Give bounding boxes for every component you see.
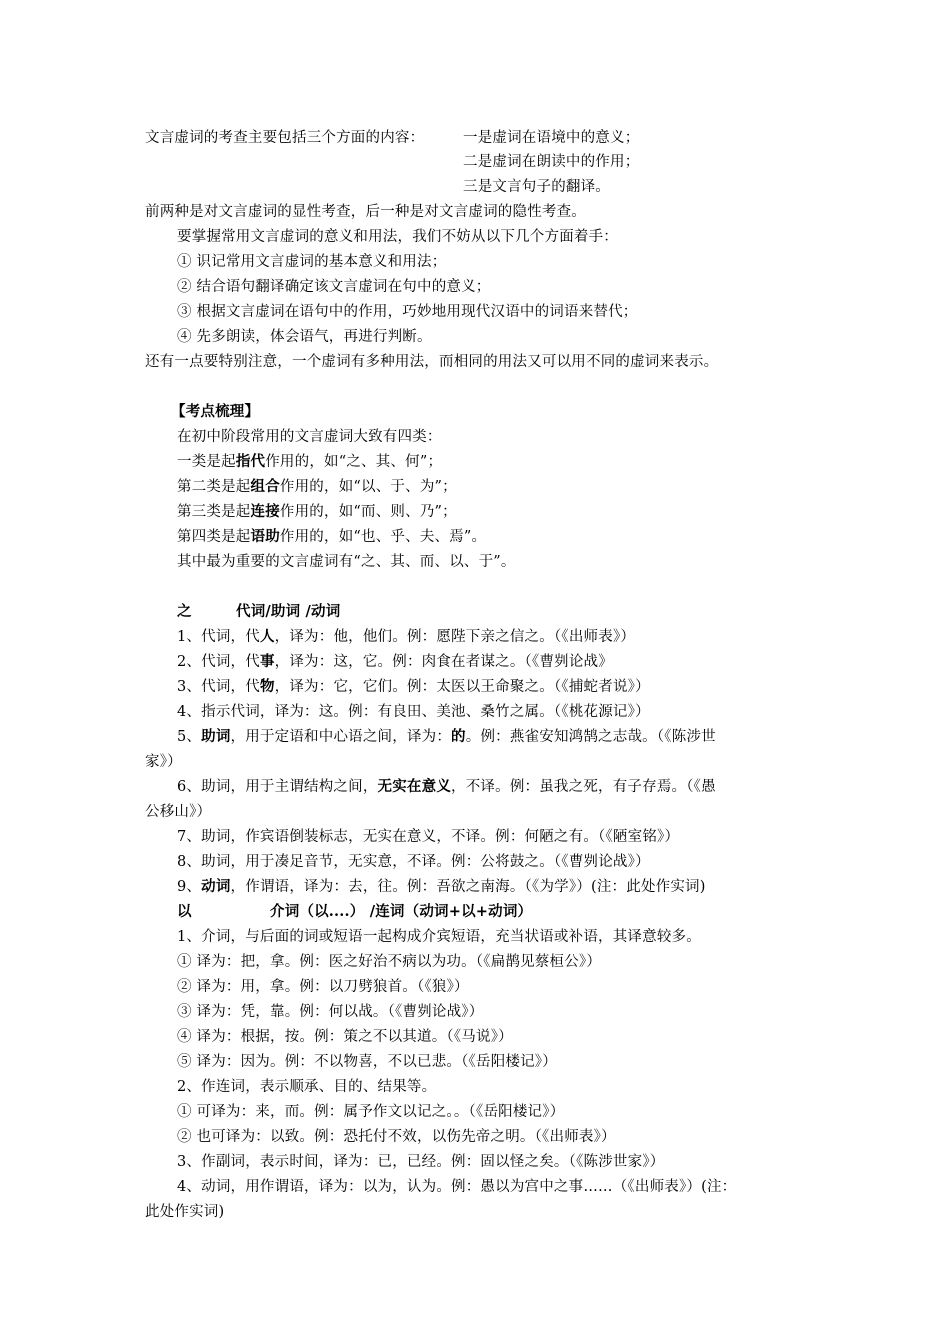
zhi-item-7: 7、助词，作宾语倒装标志，无实在意义，不译。例：何陋之有。（《陋室铭》） — [177, 829, 680, 845]
zhi-6-post: ，不译。例：虽我之死，有子存焉。（《愚 — [451, 779, 716, 795]
yi-heading-char: 以 — [177, 903, 192, 920]
zhi-9-post: ，作谓语，译为：去，往。例：吾欲之南海。（《为学》）(注：此处作实词) — [230, 879, 706, 895]
c2-post: 作用的，如“以、于、为”； — [279, 479, 457, 495]
yi-part-3: 3、作副词，表示时间，译为：已，已经。例：固以怪之矣。（《陈涉世家》） — [177, 1154, 665, 1170]
yi-sense-5: ⑤ 译为：因为。例：不以物喜，不以已悲。（《岳阳楼记》） — [177, 1054, 557, 1070]
yi-part-4: 4、动词，用作谓语，译为：以为，认为。例：愚以为宫中之事……（《出师表》）(注： — [177, 1179, 737, 1195]
intro-line-1 — [145, 127, 424, 149]
c4-post: 作用的，如“也、乎、夫、焉”。 — [279, 529, 487, 545]
zhi-5-mid: ，用于定语和中心语之间，译为： — [230, 729, 452, 745]
zhi-item-4: 4、指示代词，译为：这。例：有良田、美池、桑竹之属。（《桃花源记》） — [177, 704, 650, 720]
zhi-item-5-wrap: 家》） — [145, 754, 182, 770]
zhi-9-pre: 9、 — [177, 879, 202, 895]
zhi-item-6-wrap: 公移山》） — [145, 804, 212, 820]
c2-pre: 第二类是起 — [177, 479, 251, 495]
kaodian-last: 其中最为重要的文言虚词有“之、其、而、以、于”。 — [177, 554, 516, 570]
intro-point-3: 三是文言句子的翻译。 — [463, 179, 610, 195]
yi-conj-2: ② 也可译为：以致。例：恐托付不效，以伤先帝之明。（《出师表》） — [177, 1129, 616, 1145]
intro-line-3 — [463, 176, 610, 198]
yi-sense-1: ① 译为：把，拿。例：医之好治不病以为功。（《扁鹊见蔡桓公》） — [177, 954, 602, 970]
zhi-2-post: ，译为：这，它。例：肉食在者谋之。（《曹刿论战》 — [274, 654, 613, 670]
intro-line-1-right — [463, 127, 639, 149]
c2-bold: 组合 — [250, 478, 280, 495]
zhi-item-6 — [177, 776, 716, 798]
zhi-5-pre: 5、 — [177, 729, 202, 745]
c3-pre: 第三类是起 — [177, 504, 251, 520]
method-4: ④ 先多朗读，体会语气，再进行判断。 — [177, 329, 432, 345]
kaodian-category-4 — [177, 526, 486, 548]
intro-line-5: 要掌握常用文言虚词的意义和用法，我们不妨从以下几个方面着手： — [177, 229, 618, 245]
zhi-heading-types: 代词/助词 /动词 — [236, 603, 341, 620]
intro-line-2 — [463, 151, 639, 173]
kaodian-category-1 — [177, 451, 442, 473]
intro-line-1-left: 文言虚词的考查主要包括三个方面的内容： — [145, 130, 425, 146]
kaodian-heading: 【考点梳理】 — [171, 403, 260, 420]
c1-post: 作用的，如“之、其、何”； — [265, 454, 443, 470]
zhi-3-bold: 物 — [259, 678, 275, 695]
kaodian-category-3 — [177, 501, 457, 523]
zhi-3-post: ，译为：它，它们。例：太医以王命聚之。（《捕蛇者说》） — [274, 679, 650, 695]
method-3: ③ 根据文言虚词在语句中的作用，巧妙地用现代汉语中的词语来替代； — [177, 304, 638, 320]
intro-point-2: 二是虚词在朗读中的作用； — [463, 154, 640, 170]
zhi-2-pre: 2、代词，代 — [177, 654, 260, 670]
method-2: ② 结合语句翻译确定该文言虚词在句中的意义； — [177, 279, 491, 295]
zhi-item-3 — [177, 676, 650, 698]
kaodian-category-2 — [177, 476, 457, 498]
zhi-1-bold: 人 — [259, 628, 275, 645]
intro-point-1: 一是虚词在语境中的意义； — [463, 130, 640, 146]
zhi-6-bold: 无实在意义 — [377, 778, 452, 795]
zhi-1-post: ，译为：他，他们。例：愿陛下亲之信之。（《出师表》） — [274, 629, 636, 645]
method-1: ① 识记常用文言虚词的基本意义和用法； — [177, 254, 447, 270]
zhi-9-bold: 动词 — [201, 878, 231, 895]
zhi-item-8: 8、助词，用于凑足音节，无实意，不译。例：公将鼓之。（《曹刿论战》） — [177, 854, 650, 870]
zhi-5-post: 。例：燕雀安知鸿鹄之志哉。（《陈涉世 — [465, 729, 716, 745]
zhi-1-pre: 1、代词，代 — [177, 629, 260, 645]
c4-bold: 语助 — [250, 528, 280, 545]
zhi-item-9 — [177, 876, 706, 898]
zhi-heading-char: 之 — [177, 603, 192, 620]
zhi-item-5 — [177, 726, 716, 748]
zhi-6-pre: 6、助词，用于主谓结构之间， — [177, 779, 378, 795]
yi-conj-1: ① 可译为：来，而。例：属予作文以记之。。（《岳阳楼记》） — [177, 1104, 565, 1120]
c1-bold: 指代 — [235, 453, 266, 470]
c3-post: 作用的，如“而、则、乃”； — [279, 504, 457, 520]
zhi-5-bold: 助词 — [201, 728, 231, 745]
intro-note: 还有一点要特别注意，一个虚词有多种用法，而相同的用法又可以用不同的虚词来表示。 — [145, 354, 719, 370]
zhi-item-1 — [177, 626, 635, 648]
yi-part-4-wrap: 此处作实词) — [145, 1204, 225, 1220]
yi-sense-3: ③ 译为：凭，靠。例：何以战。（《曹刿论战》） — [177, 1004, 484, 1020]
c1-pre: 一类是起 — [177, 454, 236, 470]
yi-heading-types: 介词（以....） /连词（动词+以+动词） — [270, 903, 533, 920]
c4-pre: 第四类是起 — [177, 529, 251, 545]
c3-bold: 连接 — [250, 503, 280, 520]
zhi-5-bold2: 的 — [451, 728, 466, 745]
zhi-2-bold: 事 — [259, 653, 275, 670]
zhi-3-pre: 3、代词，代 — [177, 679, 260, 695]
yi-sense-4: ④ 译为：根据，按。例：策之不以其道。（《马说》） — [177, 1029, 513, 1045]
yi-sense-2: ② 译为：用，拿。例：以刀劈狼首。（《狼》） — [177, 979, 469, 995]
intro-line-4: 前两种是对文言虚词的显性考查，后一种是对文言虚词的隐性考查。 — [145, 204, 586, 220]
kaodian-line-0: 在初中阶段常用的文言虚词大致有四类： — [177, 429, 442, 445]
yi-part-2: 2、作连词，表示顺承、目的、结果等。 — [177, 1079, 437, 1095]
zhi-item-2 — [177, 651, 613, 673]
yi-part-1: 1、介词，与后面的词或短语一起构成介宾短语，充当状语或补语，其译意较多。 — [177, 929, 701, 945]
